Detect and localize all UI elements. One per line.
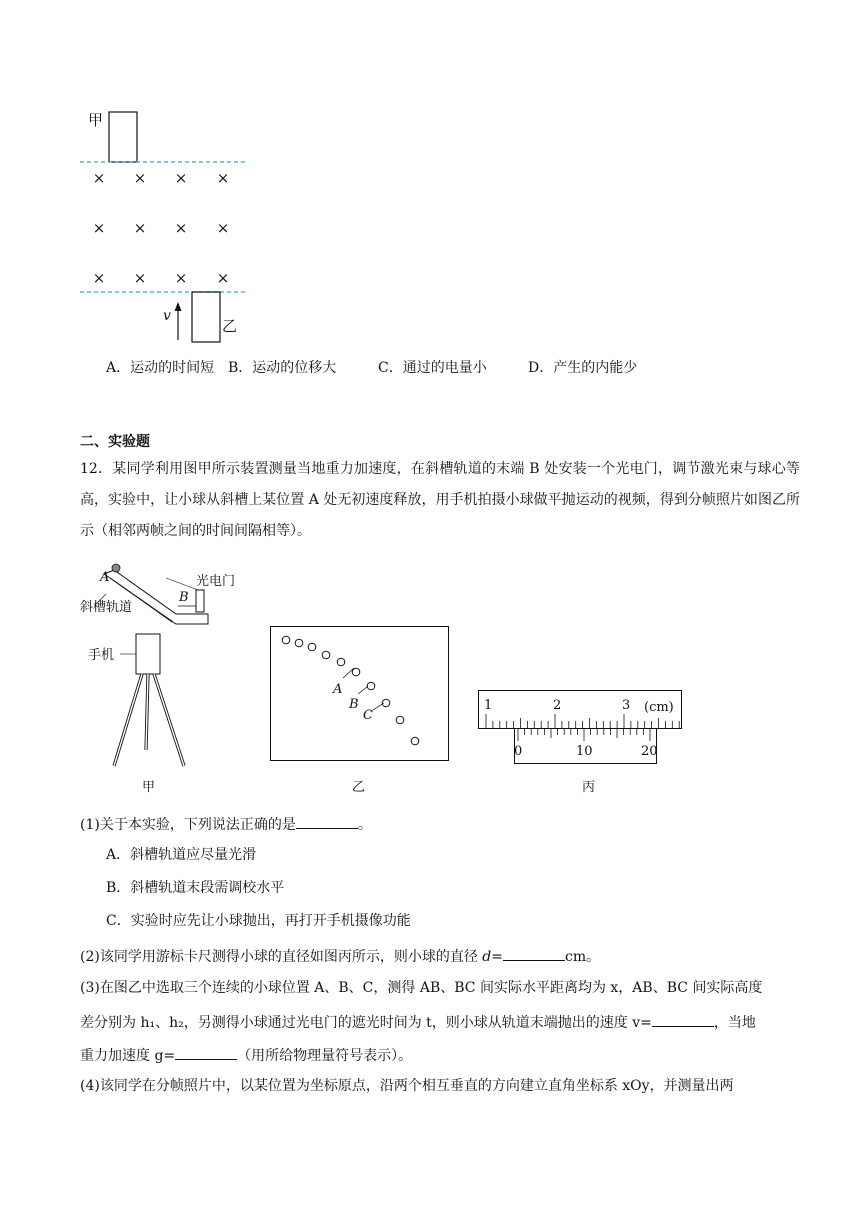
sub1-answer-blank[interactable] (296, 812, 358, 829)
photo-label-c: C (363, 708, 373, 723)
sub1-option-a: A．斜槽轨道应尽量光滑 (106, 847, 257, 863)
sub3-v-answer-blank[interactable] (652, 1010, 714, 1027)
sub2-pre: (2)该同学用游标卡尺测得小球的直径如图丙所示，则小球的直径 (80, 949, 483, 965)
caption-jia: 甲 (142, 780, 156, 795)
q11-option-c: C．通过的电量小 (378, 360, 487, 376)
strobe-photo-figure (270, 626, 450, 762)
apparatus-label-b: B (179, 590, 189, 605)
q11-option-d: D．产生的内能少 (528, 360, 638, 376)
field-cross: × (174, 219, 188, 237)
sub3-line1: (3)在图乙中选取三个连续的小球位置 A、B、C，测得 AB、BC 间实际水平距离均为 x，AB、BC 间实际高度 (80, 980, 763, 996)
phone-label: 手机 (88, 648, 115, 663)
caption-yi: 乙 (352, 780, 366, 795)
velocity-arrowhead (175, 302, 182, 311)
field-cross: × (133, 269, 147, 287)
sub3-line2-pre: 差分别为 h₁、h₂，另测得小球通过光电门的遮光时间为 t，则小球从轨道末端抛出的速度 v= (80, 1015, 652, 1031)
field-cross: × (133, 169, 147, 187)
ball-position (352, 668, 360, 676)
vernier-scale-ticks (518, 729, 650, 741)
q12-stem: 12．某同学利用图甲所示装置测量当地重力加速度，在斜槽轨道的末端 B 处安装一个光电门，调节激光束与球心等高，实验中，让小球从斜槽上某位置 A 处无初速度释放，用手机拍摄小球做平抛运动的视频，得到分帧照片如图乙所示（相邻两帧之间的时间间隔相等）。 (80, 461, 800, 539)
strobe-photo-svg (270, 626, 450, 762)
field-cross: × (216, 269, 230, 287)
vernier-10: 10 (576, 744, 593, 759)
sub2-var: d (482, 949, 492, 965)
sub1-pre: (1)关于本实验，下列说法正确的是 (80, 817, 296, 833)
sub3-line3-post: （用所给物理量符号表示）。 (237, 1048, 413, 1064)
sub2-line (80, 944, 600, 967)
ball-position (322, 651, 330, 659)
label-yi: 乙 (222, 317, 238, 335)
caption-bing: 丙 (582, 780, 596, 795)
label-v: v (163, 308, 171, 324)
photo-label-b: B (349, 697, 359, 712)
field-cross: × (174, 269, 188, 287)
label-jia: 甲 (88, 111, 104, 129)
ball (112, 564, 120, 572)
sub2-answer-blank[interactable] (503, 944, 565, 961)
loop-jia (109, 112, 137, 162)
field-crosses (93, 169, 230, 287)
field-cross: × (92, 169, 106, 187)
ball-position (282, 636, 290, 644)
tripod (114, 674, 184, 766)
sub2-post: cm。 (564, 949, 601, 965)
photogate-label: 光电门 (196, 574, 236, 589)
ball-position (382, 699, 390, 707)
loop-yi (192, 292, 220, 342)
sub1-option-c: C．实验时应先让小球抛出，再打开手机摄像功能 (106, 913, 411, 929)
photogate (196, 590, 204, 612)
ball-position (337, 658, 345, 666)
ball-position (367, 682, 375, 690)
field-cross: × (92, 269, 106, 287)
phone (136, 634, 160, 674)
vernier-20: 20 (641, 744, 658, 759)
ball-position (396, 716, 404, 724)
sub3-g-answer-blank[interactable] (175, 1043, 237, 1060)
main-scale-unit: (cm) (644, 700, 674, 715)
sub3-line2-post: ，当地 (713, 1015, 756, 1031)
section-title: 二、实验题 (80, 434, 150, 450)
apparatus-svg (80, 560, 260, 775)
q11-option-b: B．运动的位移大 (228, 360, 337, 376)
ball-positions (282, 636, 419, 745)
apparatus-label-a: A (100, 570, 110, 585)
ball-position (308, 643, 316, 651)
main-scale-1: 1 (484, 698, 493, 713)
sub1-post: 。 (357, 817, 372, 833)
main-scale-3: 3 (622, 698, 631, 713)
field-cross: × (216, 169, 230, 187)
sub3-line3-pre: 重力加速度 g= (80, 1048, 176, 1064)
ball-position (295, 639, 303, 647)
sub4-line1: (4)该同学在分帧照片中，以某位置为坐标原点，沿两个相互垂直的方向建立直角坐标系 xOy，并测量出两 (80, 1078, 734, 1094)
field-cross: × (92, 219, 106, 237)
field-cross: × (174, 169, 188, 187)
sub2-eq: = (491, 949, 503, 965)
ball-position (411, 737, 419, 745)
track-label: 斜槽轨道 (80, 600, 133, 615)
sub3-line3 (80, 1043, 412, 1066)
sub1-option-b: B．斜槽轨道末段需调校水平 (106, 880, 285, 896)
apparatus-figure (80, 560, 260, 775)
main-scale-2: 2 (553, 698, 562, 713)
field-cross: × (216, 219, 230, 237)
photo-label-a: A (333, 682, 343, 697)
q11-option-a: A．运动的时间短 (106, 360, 215, 376)
sub3-line2 (80, 1010, 756, 1033)
sub1-line (80, 812, 372, 835)
vernier-0: 0 (514, 744, 523, 759)
field-cross: × (133, 219, 147, 237)
